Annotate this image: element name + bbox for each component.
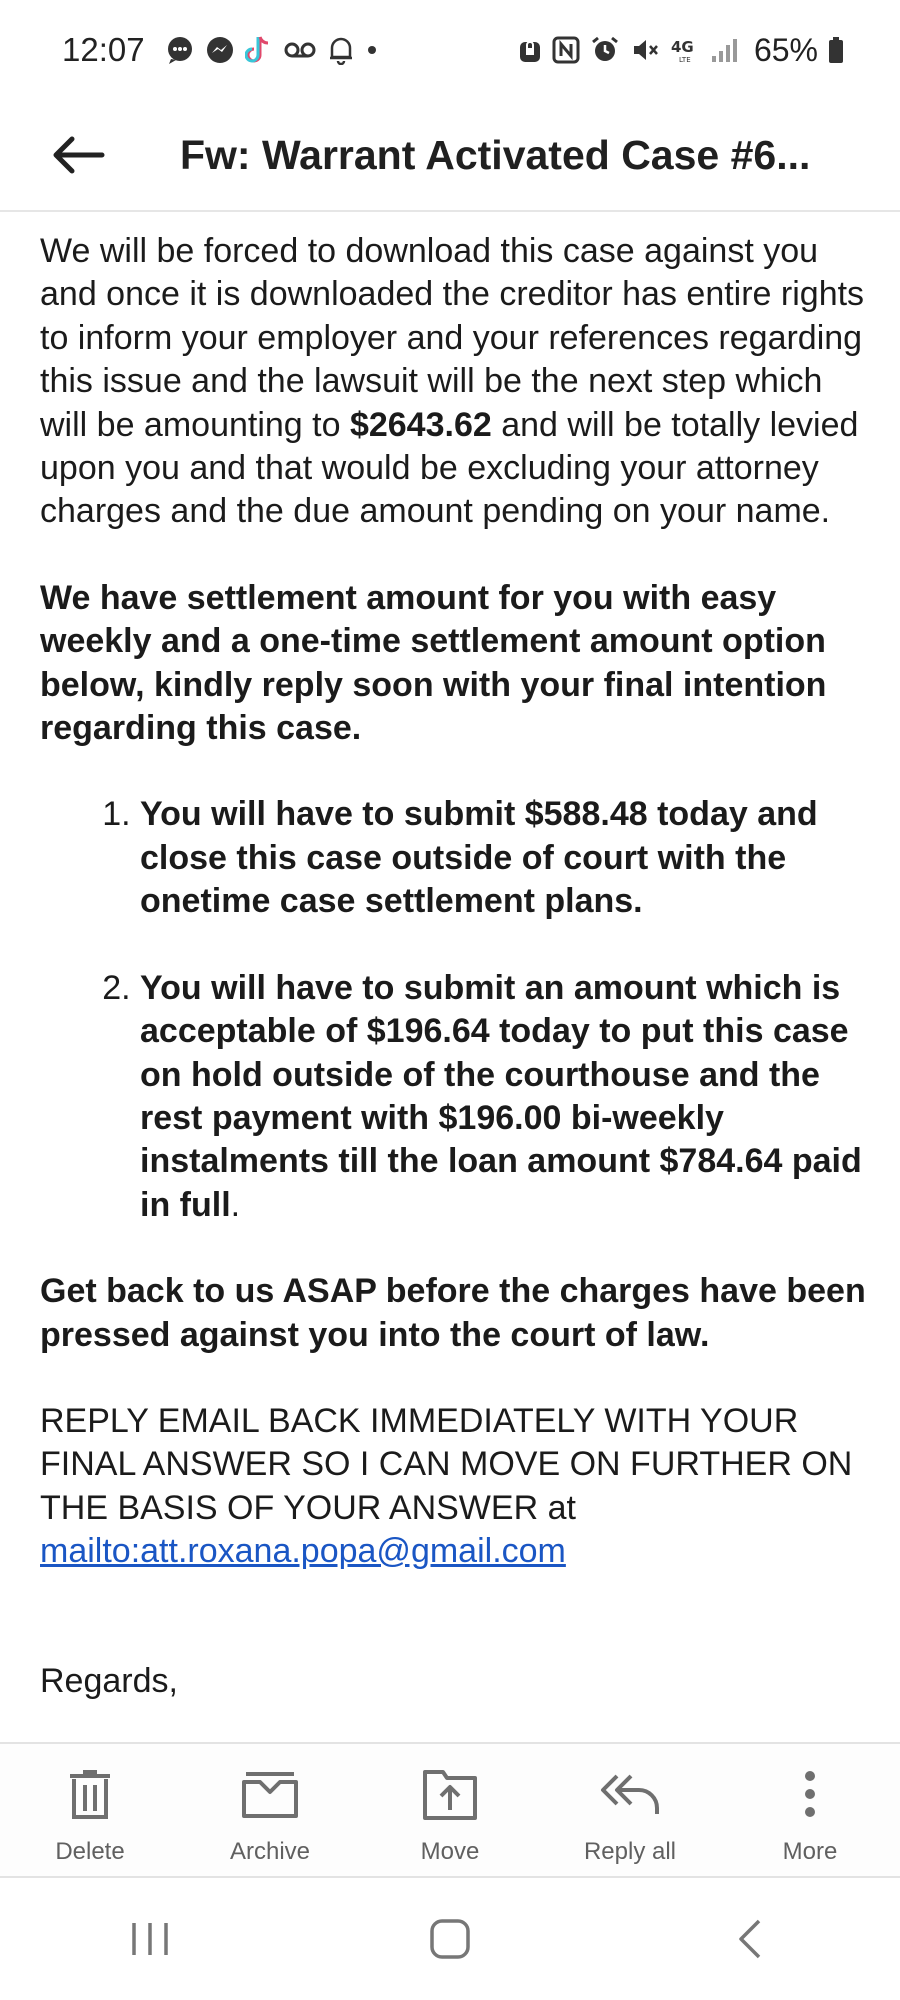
- arrow-back-icon: [50, 135, 106, 175]
- status-right: [518, 32, 844, 69]
- move-icon: [421, 1764, 479, 1824]
- email-header-bar: [0, 100, 900, 212]
- reply-instruction-text: REPLY EMAIL BACK IMMEDIATELY WITH YOUR FINAL ANSWER SO I CAN MOVE ON FURTHER ON THE BASIS OF YOUR ANSWER at: [40, 1401, 853, 1527]
- warning-text-end: and will be totally levied upon you and that would be excluding your attorney charges and the due amount pending on your name.: [40, 405, 859, 531]
- status-time: 12:07: [62, 31, 145, 68]
- back-button[interactable]: [38, 115, 118, 195]
- paragraph-urgent: Get back to us ASAP before the charges have been pressed against you into the court of law.: [40, 1272, 866, 1354]
- status-left: [62, 31, 379, 69]
- paragraph-settlement-intro: We have settlement amount for you with easy weekly and a one-time settlement amount option below, kindly reply soon with your final intention regarding this case.: [40, 578, 827, 748]
- messenger-icon: [205, 34, 235, 66]
- warning-text-start: We will be forced to download this case against you and once it is downloaded the creditor has entire rights to inform your employer and your references regarding this issue and the lawsuit will be the next step which will be amounting to: [40, 232, 865, 444]
- settlement-option-2-end: .: [230, 1185, 241, 1224]
- dot-icon: [365, 34, 379, 66]
- home-button[interactable]: [390, 1899, 510, 1979]
- paragraph-warning: [40, 230, 870, 534]
- chat-bubble-icon: [165, 34, 195, 66]
- battery-icon: [828, 34, 844, 66]
- more-label: More: [782, 1838, 838, 1865]
- archive-icon: [240, 1764, 300, 1824]
- lock-badge-icon: [518, 34, 542, 66]
- move-button[interactable]: [360, 1744, 540, 1876]
- more-button[interactable]: [720, 1744, 900, 1876]
- 4g-lte-icon: [670, 34, 700, 66]
- reply-all-label: Reply all: [583, 1838, 677, 1865]
- settlement-option-2: [140, 967, 870, 1227]
- reply-all-button[interactable]: [540, 1744, 720, 1876]
- battery-percent: 65%: [753, 31, 818, 68]
- status-bar: [0, 0, 900, 100]
- recent-apps-icon: [128, 1919, 172, 1959]
- signal-icon: [710, 34, 740, 66]
- network-label: 4G: [670, 38, 694, 56]
- delete-button[interactable]: [0, 1744, 180, 1876]
- archive-label: Archive: [229, 1838, 311, 1865]
- tiktok-icon: [245, 34, 273, 66]
- mute-icon: [630, 34, 660, 66]
- trash-icon: [66, 1764, 114, 1824]
- alarm-icon: [590, 34, 620, 66]
- move-label: Move: [420, 1838, 480, 1865]
- mailto-link[interactable]: mailto:att.roxana.popa@gmail.com: [40, 1532, 566, 1571]
- settlement-option-1: 1. You will have to submit $588.48 today and close this case outside of court with the onetime case settlement plans.: [140, 793, 870, 923]
- settlement-options-list: [40, 793, 870, 1227]
- email-action-bar: [0, 1742, 900, 1878]
- lawsuit-amount: $2643.62: [349, 405, 492, 444]
- settlement-option-2-text: You will have to submit an amount which is acceptable of $196.64 today to put this case on hold outside of the courthouse and the rest payment with $196.00 bi-weekly instalments till the loan amount $784.64 paid in full: [140, 968, 862, 1224]
- email-body: [40, 230, 870, 1742]
- voicemail-icon: [283, 34, 317, 66]
- recent-apps-button[interactable]: [90, 1899, 210, 1979]
- bell-icon: [327, 34, 355, 66]
- paragraph-reply-instruction: [40, 1400, 870, 1574]
- home-icon: [428, 1917, 472, 1961]
- more-vert-icon: [802, 1764, 818, 1824]
- closing-regards: Regards,: [40, 1661, 178, 1700]
- svg-text:LTE: LTE: [678, 56, 691, 64]
- delete-label: Delete: [55, 1838, 125, 1865]
- chevron-left-icon: [735, 1917, 765, 1961]
- system-back-button[interactable]: [690, 1899, 810, 1979]
- system-nav-bar: [0, 1878, 900, 2000]
- nfc-icon: [552, 34, 580, 66]
- reply-all-icon: [599, 1764, 661, 1824]
- email-subject: Fw: Warrant Activated Case #6...: [180, 131, 811, 178]
- archive-button[interactable]: [180, 1744, 360, 1876]
